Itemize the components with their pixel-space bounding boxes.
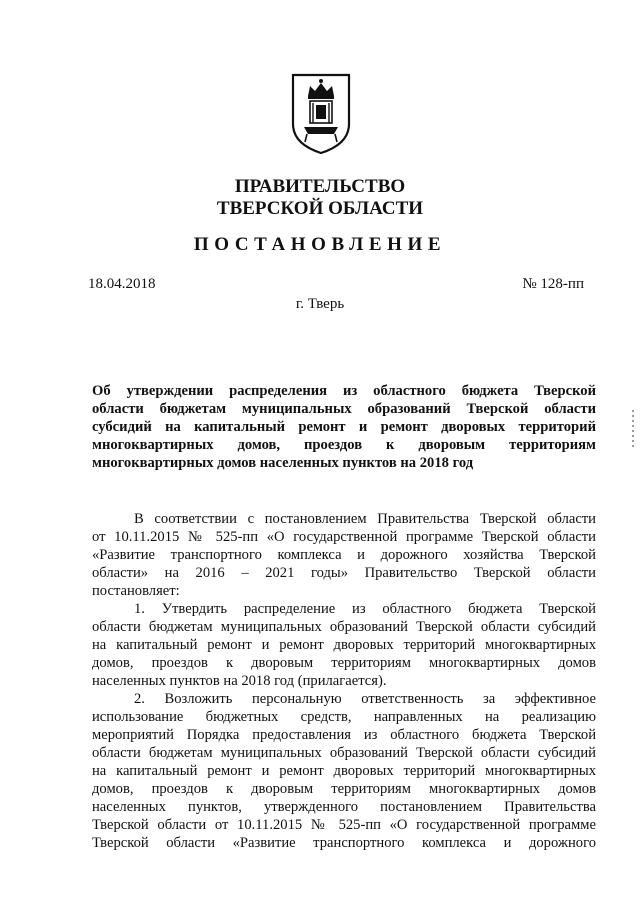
body-line: использование бюджетных средств, направленных на реализацию: [92, 709, 596, 725]
body-line: В соответствии с постановлением Правительства Тверской области: [134, 511, 596, 527]
body-line: населенных пунктов на 2018 год (прилагается).: [92, 673, 387, 689]
document-date: 18.04.2018: [88, 276, 156, 292]
scan-edge-mark: [632, 410, 634, 450]
body-line: на капитальный ремонт и ремонт дворовых территорий многоквартирных: [92, 763, 596, 779]
body-line: населенных пунктов, утвержденного постановлением Правительства: [92, 799, 596, 815]
body-line: 2. Возложить персональную ответственность за эффективное: [134, 691, 596, 707]
body-line: области бюджетам муниципальных образований Тверской области субсидий: [92, 619, 596, 635]
body-line: «Развитие транспортного комплекса и дорожного хозяйства Тверской: [92, 547, 596, 563]
title-line: субсидий на капитальный ремонт и ремонт дворовых территорий: [92, 419, 596, 435]
government-name-line1: ПРАВИТЕЛЬСТВО: [234, 176, 406, 197]
government-name-line2: ТВЕРСКОЙ ОБЛАСТИ: [216, 198, 424, 219]
document-body: [92, 510, 596, 852]
body-line: области бюджетам муниципальных образований Тверской области субсидий: [92, 745, 596, 761]
body-line: 1. Утвердить распределение из областного бюджета Тверской: [134, 601, 596, 617]
document-type: ПОСТАНОВЛЕНИЕ: [193, 234, 447, 255]
document-city: г. Тверь: [295, 296, 345, 312]
body-line: мероприятий Порядка предоставления из областного бюджета Тверской: [92, 727, 596, 743]
body-line: домов, проездов к дворовым территориям многоквартирных домов: [92, 781, 596, 797]
title-line: Об утверждении распределения из областного бюджета Тверской: [92, 383, 596, 399]
body-line: на капитальный ремонт и ремонт дворовых территорий многоквартирных: [92, 637, 596, 653]
tver-coat-of-arms-icon: [290, 72, 352, 156]
title-line: многоквартирных домов населенных пунктов на 2018 год: [92, 455, 474, 471]
body-line: Тверской области «Развитие транспортного комплекса и дорожного: [92, 835, 596, 851]
body-line: Тверской области от 10.11.2015 № 525-пп «О государственной программе: [92, 817, 596, 833]
title-line: многоквартирных домов, проездов к дворовым территориям: [92, 437, 596, 453]
body-line: от 10.11.2015 № 525-пп «О государственной программе Тверской области: [92, 529, 596, 545]
body-line: домов, проездов к дворовым территориям многоквартирных домов: [92, 655, 596, 671]
document-title: [92, 382, 596, 472]
document-number: № 128-пп: [522, 276, 584, 292]
title-line: области бюджетам муниципальных образований Тверской области: [92, 401, 596, 417]
body-line: области» на 2016 – 2021 годы» Правительство Тверской области: [92, 565, 596, 581]
body-line: постановляет:: [92, 583, 180, 599]
